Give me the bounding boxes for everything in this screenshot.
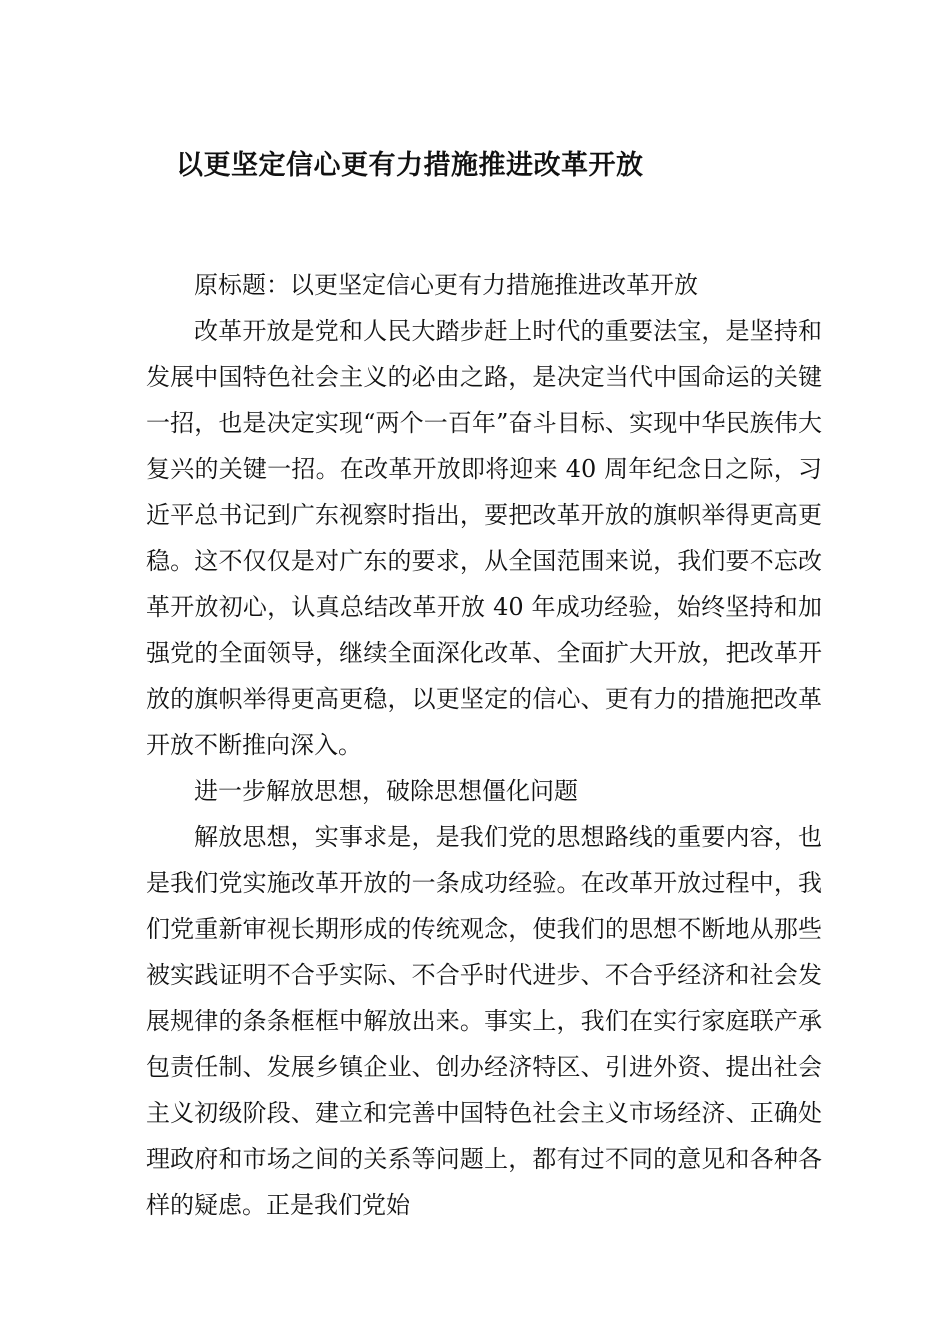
body-paragraph: 解放思想，实事求是，是我们党的思想路线的重要内容，也是我们党实施改革开放的一条成功经验。在改革开放过程中，我们党重新审视长期形成的传统观念，使我们的思想不断地从那些被实践证明不合乎实际、不合乎时代进步、不合乎经济和社会发展规律的条条框框中解放出来。事实上，我们在实行家庭联产承包责任制、发展乡镇企业、创办经济特区、引进外资、提出社会主义初级阶段、建立和完善中国特色社会主义市场经济、正确处理政府和市场之间的关系等问题上，都有过不同的意见和各种各样的疑虑。正是我们党始 — [146, 823, 822, 1219]
document-body — [146, 262, 822, 1228]
original-title-line: 原标题：以更坚定信心更有力措施推进改革开放 — [194, 271, 698, 299]
document-title: 以更坚定信心更有力措施推进改革开放 — [176, 150, 644, 181]
section-heading: 进一步解放思想，破除思想僵化问题 — [194, 777, 578, 805]
intro-paragraph: 改革开放是党和人民大踏步赶上时代的重要法宝，是坚持和发展中国特色社会主义的必由之路，是决定当代中国命运的关键一招，也是决定实现“两个一百年”奋斗目标、实现中华民族伟大复兴的关键一招。在改革开放即将迎来 40 周年纪念日之际，习近平总书记到广东视察时指出，要把改革开放的旗帜举得更高更稳。这不仅仅是对广东的要求，从全国范围来说，我们要不忘改革开放初心，认真总结改革开放 40 年成功经验，始终坚持和加强党的全面领导，继续全面深化改革、全面扩大开放，把改革开放的旗帜举得更高更稳，以更坚定的信心、更有力的措施把改革开放不断推向深入。 — [146, 317, 822, 759]
